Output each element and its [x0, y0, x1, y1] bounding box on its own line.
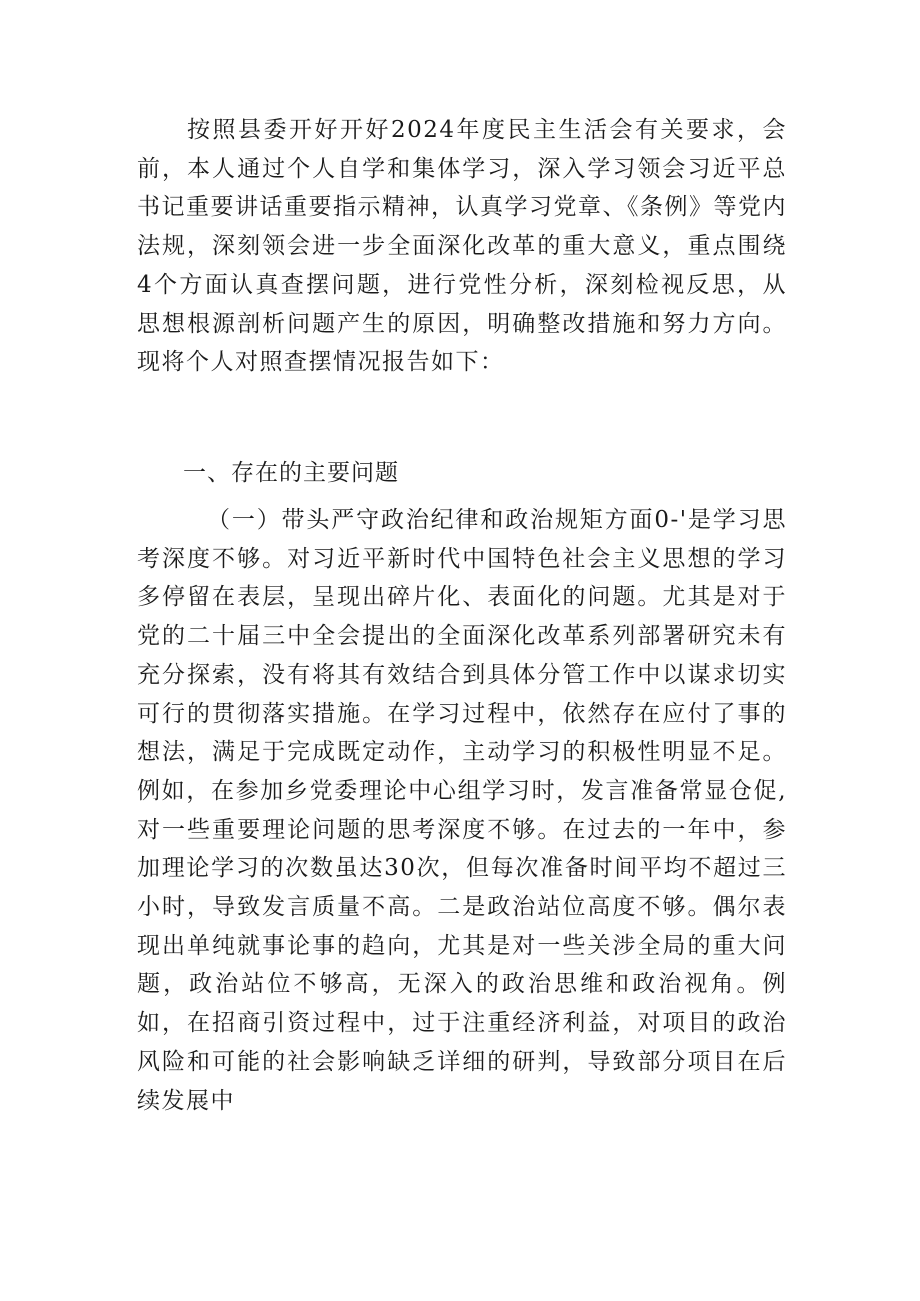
intro-paragraph: 按照县委开好开好2024年度民主生活会有关要求，会前，本人通过个人自学和集体学习，深入学习领会习近平总书记重要讲话重要指示精神，认真学习党章、《条例》等党内法规，深刻领会进一步全面深化改革的重大意义，重点围绕4个方面认真查摆问题，进行党性分析，深刻检视反思，从思想根源剖析问题产生的原因，明确整改措施和努力方向。现将个人对照查摆情况报告如下： [137, 117, 787, 376]
section-heading: 一、存在的主要问题 [183, 460, 399, 486]
subsection-paragraph: （一）带头严守政治纪律和政治规矩方面0-'是学习思考深度不够。对习近平新时代中国特色社会主义思想的学习多停留在表层，呈现出碎片化、表面化的问题。尤其是对于党的二十届三中全会提出的全面深化改革系列部署研究未有充分探索，没有将其有效结合到具体分管工作中以谋求切实可行的贯彻落实措施。在学习过程中，依然存在应付了事的想法，满足于完成既定动作，主动学习的积极性明显不足。例如，在参加乡党委理论中心组学习时，发言准备常显仓促,对一些重要理论问题的思考深度不够。在过去的一年中，参加理论学习的次数虽达30次，但每次准备时间平均不超过三小时，导致发言质量不高。二是政治站位高度不够。偶尔表现出单纯就事论事的趋向，尤其是对一些关涉全局的重大问题，政治站位不够高，无深入的政治思维和政治视角。例如，在招商引资过程中，过于注重经济利益，对项目的政治风险和可能的社会影响缺乏详细的研判，导致部分项目在后续发展中 [137, 507, 787, 1114]
